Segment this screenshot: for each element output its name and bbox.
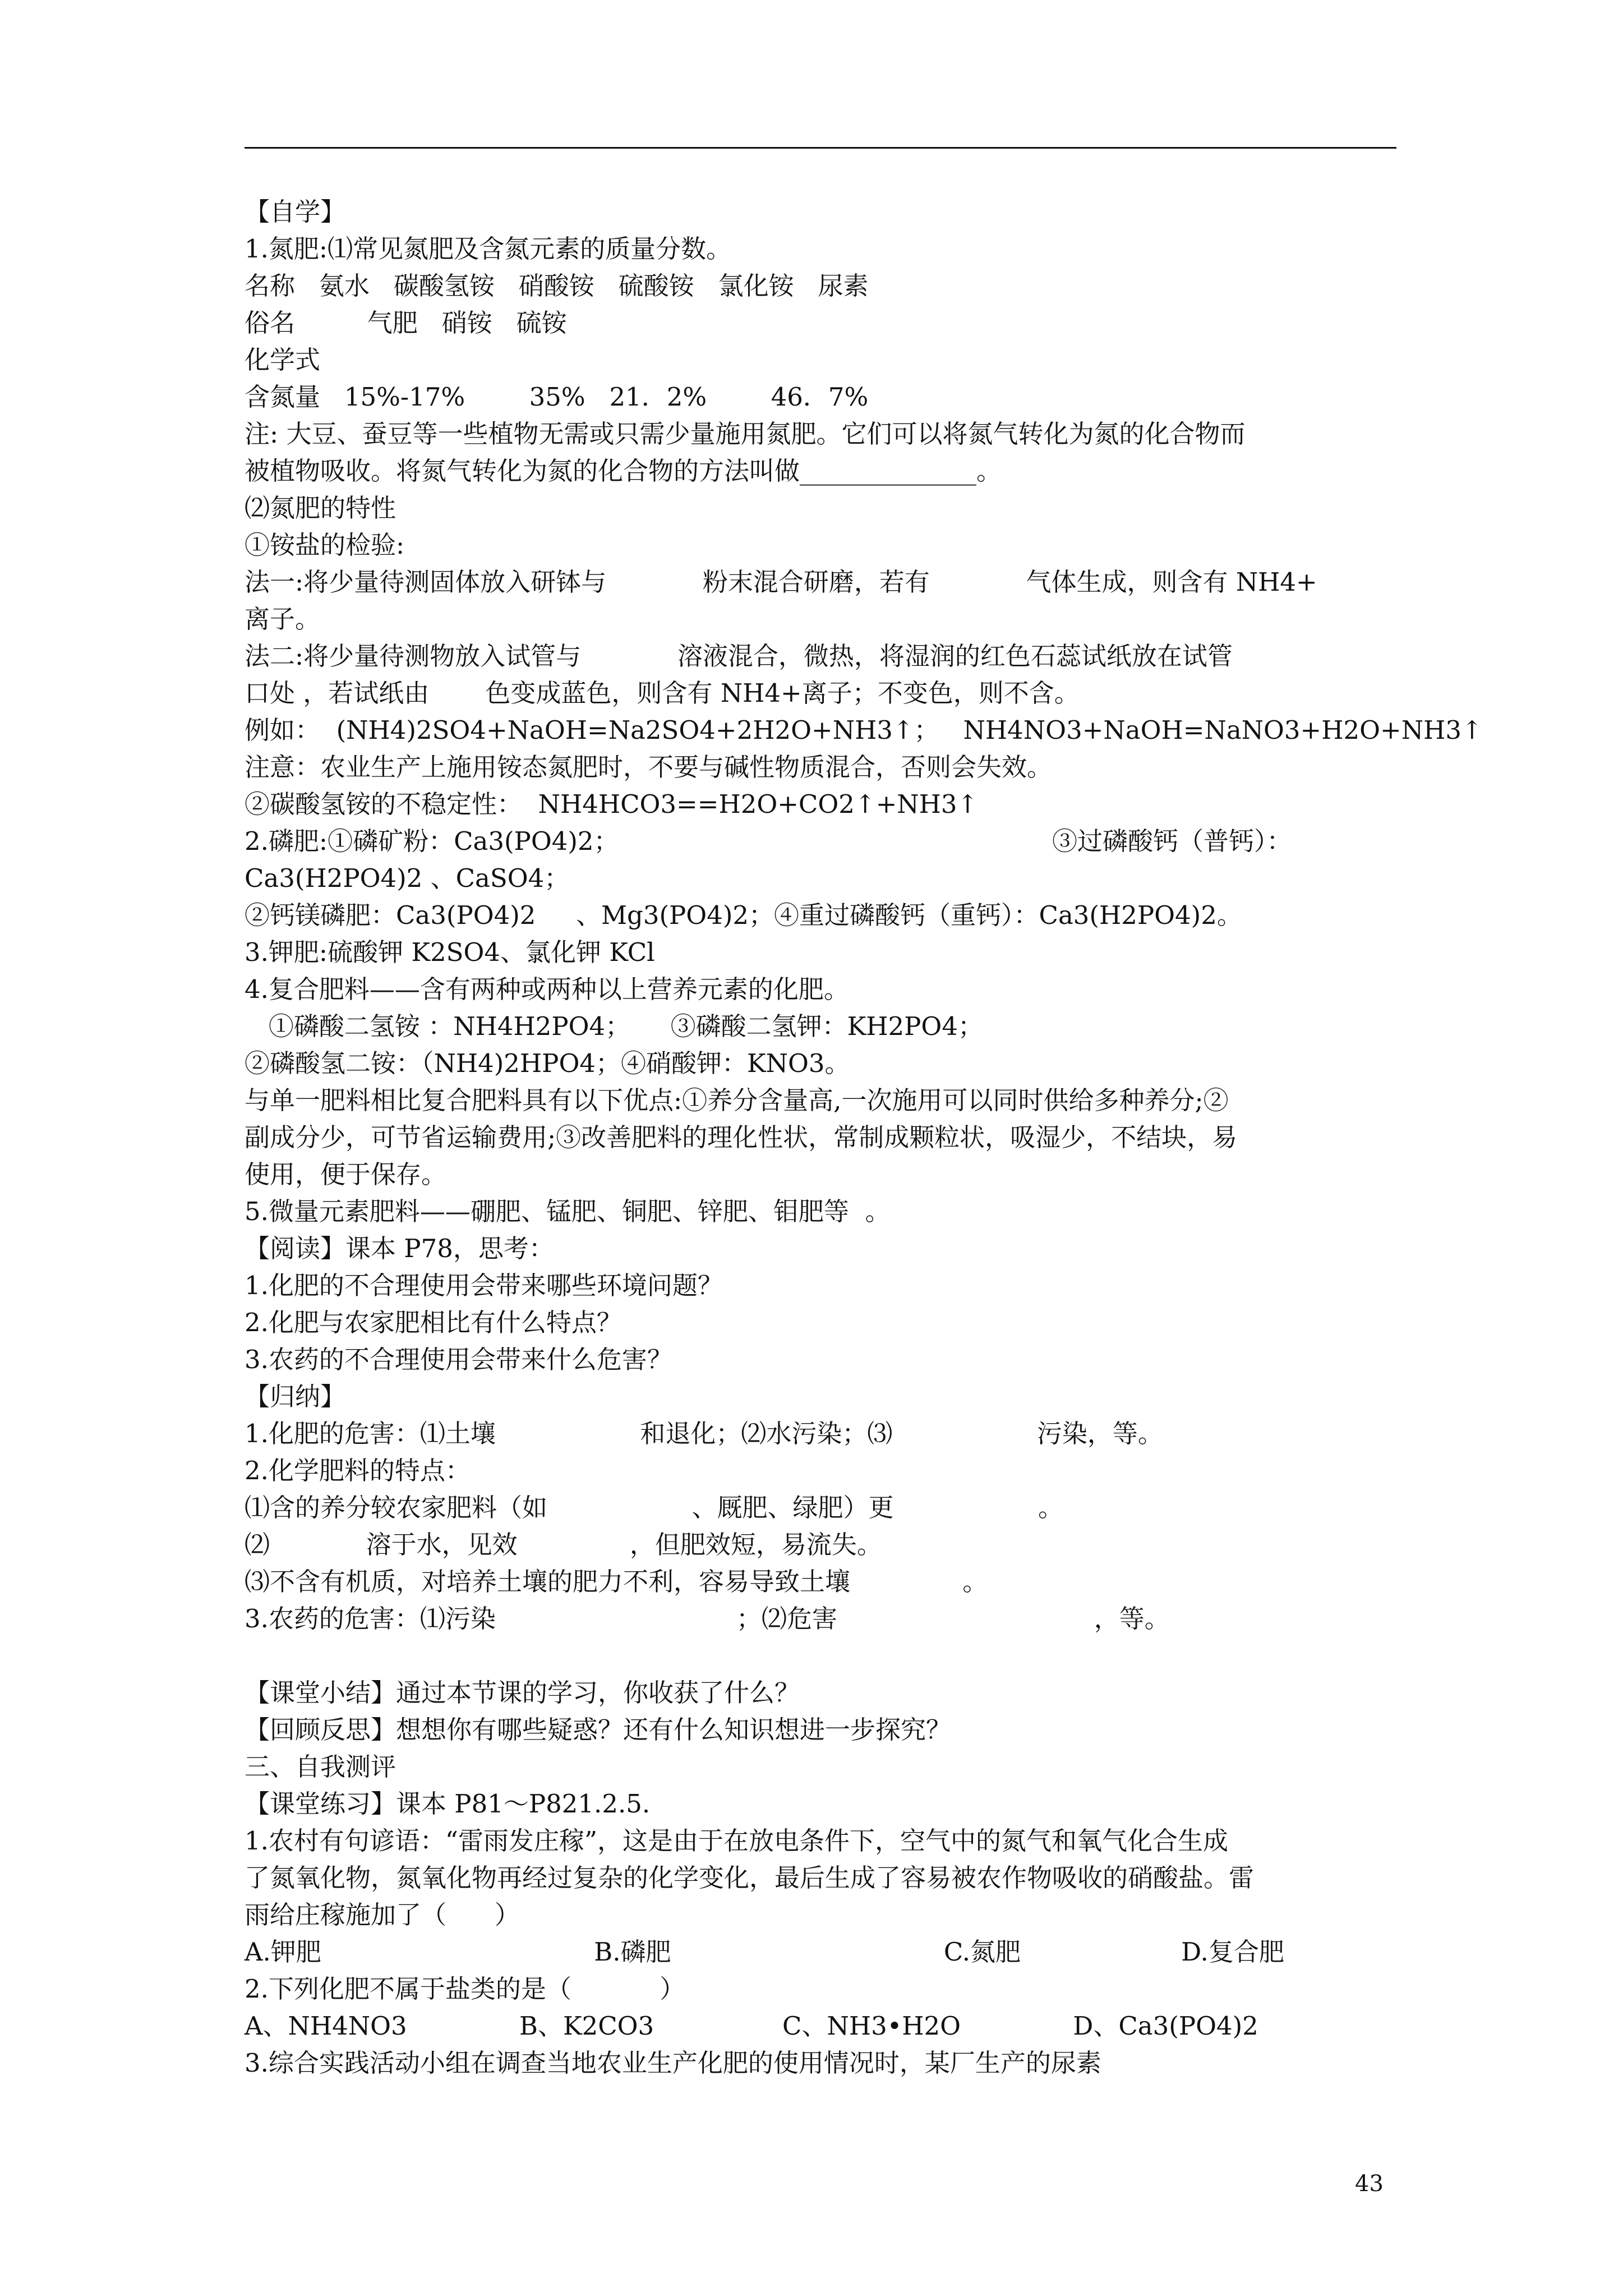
text-line: 3.钾肥:硫酸钾 K2SO4、氯化钾 KCl — [245, 937, 655, 967]
text-line: ②磷酸氢二铵：（NH4)2HPO4；④硝酸钾：KNO3。 — [245, 1048, 850, 1078]
text-line: 4.复合肥料——含有两种或两种以上营养元素的化肥。 — [245, 974, 849, 1004]
text-line: 雨给庄稼施加了（ ） — [245, 1900, 520, 1930]
text-line: 名称 氨水 碳酸氢铵 硝酸铵 硫酸铵 氯化铵 尿素 — [245, 271, 869, 301]
text-line: 被植物吸收。将氮气转化为氮的化合物的方法叫做______________。 — [245, 456, 1002, 486]
text-line: ①磷酸二氢铵 ：NH4H2PO4； ③磷酸二氢钾：KH2PO4； — [245, 1011, 983, 1041]
text-line: 2.化学肥料的特点： — [245, 1456, 471, 1485]
text-line: 【自学】 — [245, 197, 346, 227]
text-line: 5.微量元素肥料——硼肥、锰肥、铜肥、锌肥、钼肥等 。 — [245, 1197, 891, 1226]
text-line: A、NH4NO3 B、K2CO3 C、NH3•H2O D、Ca3(PO4)2 — [245, 2011, 1258, 2041]
text-line: ⑴含的养分较农家肥料（如 、厩肥、绿肥）更 。 — [245, 1493, 1063, 1522]
text-line: ②碳酸氢铵的不稳定性： NH4HCO3==H2O+CO2↑+NH3↑ — [245, 789, 979, 819]
text-line: 2.化肥与农家肥相比有什么特点？ — [245, 1308, 622, 1337]
text-line: 使用，便于保存。 — [245, 1159, 447, 1189]
text-line: 化学式 — [245, 345, 321, 375]
text-line: 【回顾反思】想想你有哪些疑惑？还有什么知识想进一步探究？ — [245, 1715, 952, 1745]
text-line: 注意：农业生产上施用铵态氮肥时，不要与碱性物质混合，否则会失效。 — [245, 752, 1053, 782]
text-line: 【课堂小结】通过本节课的学习，你收获了什么？ — [245, 1678, 800, 1708]
text-line: 法一:将少量待测固体放入研钵与 粉末混合研磨，若有 气体生成，则含有 NH4+ — [245, 567, 1317, 597]
text-line: 1.化肥的不合理使用会带来哪些环境问题？ — [245, 1271, 723, 1300]
text-line: 含氮量 15%-17% 35% 21．2% 46．7% — [245, 382, 869, 412]
text-line: 【归纳】 — [245, 1382, 346, 1411]
text-line: A.钾肥 B.磷肥 C.氮肥 D.复合肥 — [245, 1937, 1284, 1967]
text-line: 1.化肥的危害：⑴土壤 和退化；⑵水污染；⑶ 污染，等。 — [245, 1419, 1163, 1448]
text-line: 口处 ，若试纸由 色变成蓝色，则含有 NH4+离子；不变色，则不含。 — [245, 678, 1080, 708]
text-line: 注: 大豆、蚕豆等一些植物无需或只需少量施用氮肥。它们可以将氮气转化为氮的化合物而 — [245, 419, 1246, 449]
text-line: 三、自我测评 — [245, 1752, 396, 1782]
text-line: 例如： (NH4)2SO4+NaOH=Na2SO4+2H2O+NH3↑； NH4NO3+NaOH=NaNO3+H2O+NH3↑ — [245, 715, 1483, 745]
text-line: 离子。 — [245, 604, 321, 634]
document-body — [245, 194, 1483, 2082]
header-rule — [245, 147, 1396, 149]
text-line: ⑶不含有机质，对培养土壤的肥力不利，容易导致土壤 。 — [245, 1567, 988, 1596]
page-number: 43 — [1355, 2171, 1384, 2197]
text-line: 2.磷肥:①磷矿粉：Ca3(PO4)2； ③过磷酸钙（普钙）： — [245, 826, 1292, 856]
text-line: 与单一肥料相比复合肥料具有以下优点:①养分含量高,一次施用可以同时供给多种养分;② — [245, 1085, 1229, 1115]
text-line: 3.农药的危害：⑴污染 ；⑵危害 ，等。 — [245, 1604, 1170, 1634]
text-line: 2.下列化肥不属于盐类的是（ ） — [245, 1974, 685, 2004]
text-line: 3.综合实践活动小组在调查当地农业生产化肥的使用情况时，某厂生产的尿素 — [245, 2048, 1101, 2078]
text-line: 俗名 气肥 硝铵 硫铵 — [245, 308, 567, 338]
text-line: ①铵盐的检验: — [245, 530, 405, 560]
blank-line — [245, 1637, 1396, 1674]
text-line: 【阅读】课本 P78，思考： — [245, 1234, 554, 1263]
text-line: ②钙镁磷肥：Ca3(PO4)2 、Mg3(PO4)2；④重过磷酸钙（重钙）：Ca3(H2PO4)2。 — [245, 900, 1242, 930]
text-line: 3.农药的不合理使用会带来什么危害？ — [245, 1345, 672, 1374]
text-line: 了氮氧化物，氮氧化物再经过复杂的化学变化，最后生成了容易被农作物吸收的硝酸盐。雷 — [245, 1863, 1255, 1893]
text-line: Ca3(H2PO4)2 、CaSO4； — [245, 863, 570, 893]
text-line: ⑵氮肥的特性 — [245, 493, 396, 523]
text-line: 法二:将少量待测物放入试管与 溶液混合，微热，将湿润的红色石蕊试纸放在试管 — [245, 641, 1233, 671]
text-line: 副成分少，可节省运输费用;③改善肥料的理化性状，常制成颗粒状，吸湿少，不结块，易 — [245, 1122, 1238, 1152]
text-line: ⑵ 溶于水，见效 ，但肥效短，易流失。 — [245, 1530, 882, 1559]
text-line: 1.农村有句谚语：“雷雨发庄稼”，这是由于在放电条件下，空气中的氮气和氧气化合生成 — [245, 1826, 1228, 1856]
text-line: 【课堂练习】课本 P81～P821.2.5. — [245, 1789, 651, 1819]
text-line: 1.氮肥:⑴常见氮肥及含氮元素的质量分数。 — [245, 234, 732, 264]
